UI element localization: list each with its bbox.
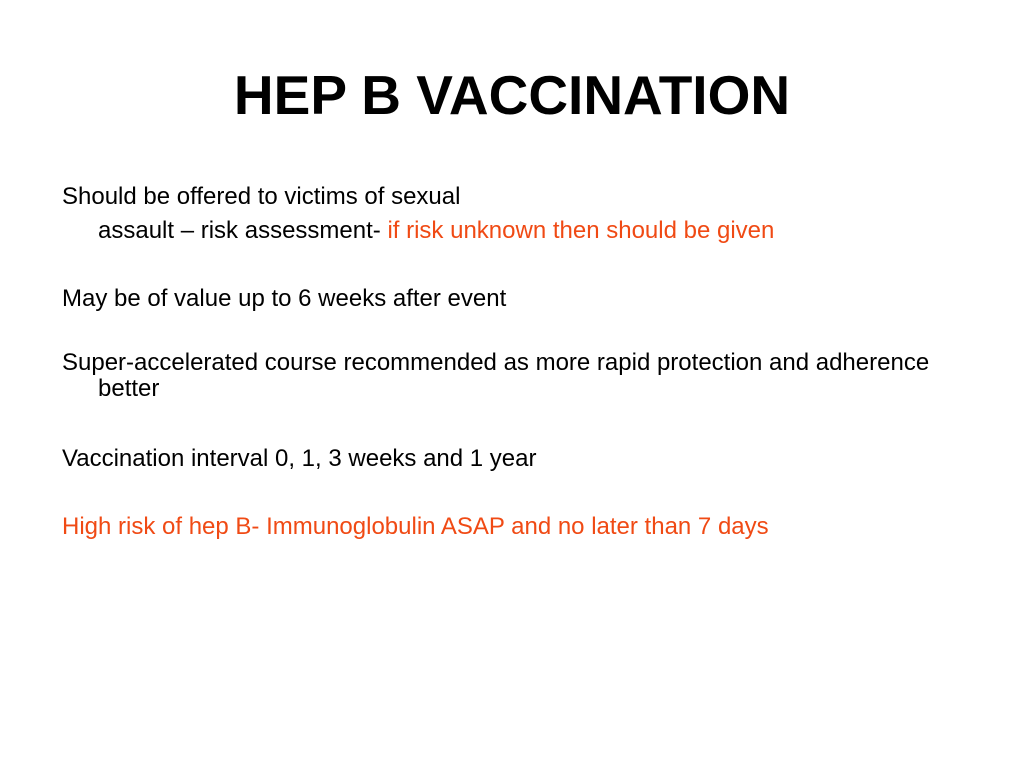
paragraph-value-window: May be of value up to 6 weeks after event (62, 285, 507, 312)
highlight-text: if risk unknown then should be given (387, 217, 775, 244)
paragraph-text: assault – risk assessment- (98, 217, 388, 244)
slide-body (62, 180, 962, 544)
paragraph-sexual-assault (62, 180, 962, 248)
paragraph-vaccination-interval: Vaccination interval 0, 1, 3 weeks and 1 year (62, 445, 537, 472)
paragraph-super-accelerated: Super-accelerated course recommended as more rapid protection and adherence better (62, 349, 930, 402)
slide-title: HEP B VACCINATION (233, 64, 791, 126)
paragraph-high-risk: High risk of hep B- Immunoglobulin ASAP and no later than 7 days (62, 513, 769, 540)
paragraph-line: Should be offered to victims of sexual (62, 183, 461, 210)
